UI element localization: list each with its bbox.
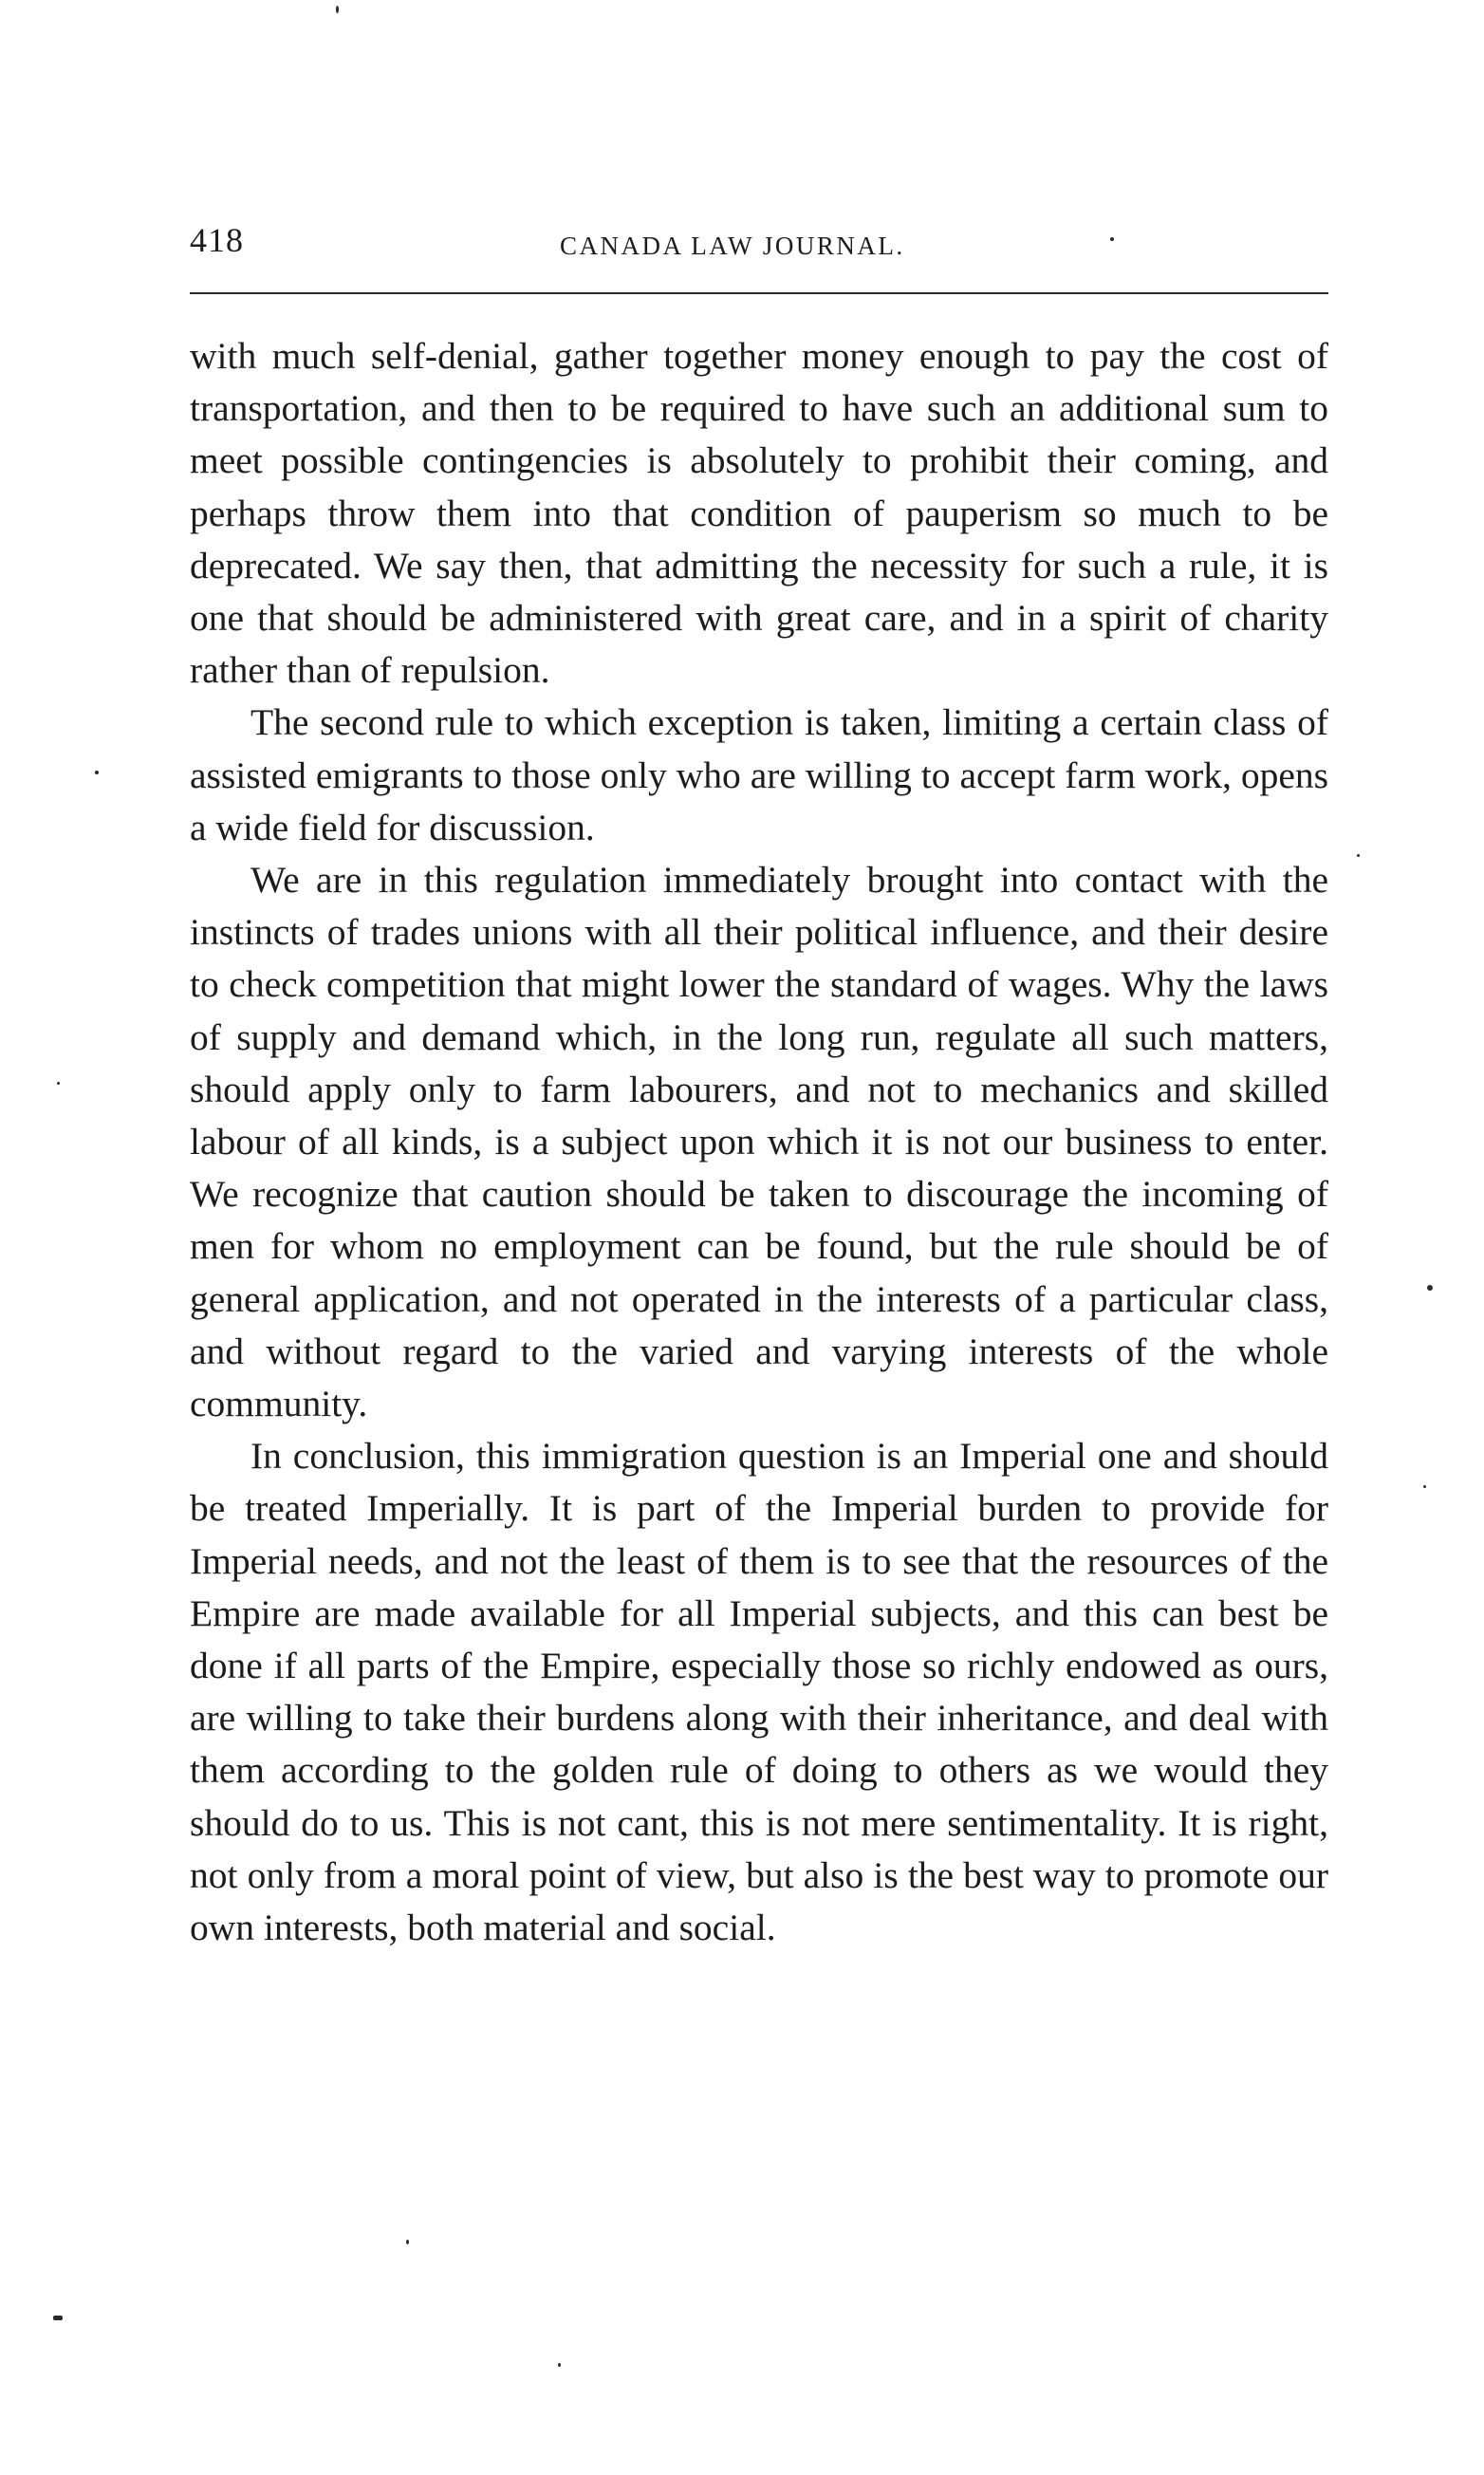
paragraph-conclusion: In conclusion, this immigration question is an Imperial one and should be treated Imperially. It is part of the Imperial burden to provide for Imperial needs, and not the least of them is to see that the resources of the Empire are made available for all Imperial subjects, and this can best be done if all parts of the Empire, especially those so richly endowed as ours, are willing to take their burdens along with their inheritance, and deal with them according to the golden rule of doing to others as we would they should do to us. This is not cant, this is not mere sentimentality. It is right, not only from a moral point of view, but also is the best way to promote our own interests, both material and social. — [190, 1435, 1328, 1949]
paragraph-continued: with much self-denial, gather together money enough to pay the cost of transportation, and then to be required to have such an additional sum to meet possible contingencies is absolutely to prohibit their coming, and perhaps throw them into that condition of pauperism so much to be deprecated. We say then, that admitting the necessity for such a rule, it is one that should be administered with great care, and in a spirit of charity rather than of repulsion. — [190, 335, 1328, 692]
article-body — [190, 330, 1328, 1954]
journal-title: CANADA LAW JOURNAL. — [560, 232, 905, 260]
scan-speck — [1110, 237, 1114, 241]
scan-speck — [95, 771, 99, 774]
running-head — [190, 220, 1328, 277]
scan-speck — [1423, 1485, 1426, 1488]
page-number: 418 — [190, 221, 244, 259]
scan-speck — [53, 2316, 63, 2320]
paragraph-trades-unions: We are in this regulation immediately brought into contact with the instincts of trades unions with all their political influence, and their desire to check competition that might lower the standard of wages. Why the laws of supply and demand which, in the long run, regulate all such matters, should apply only to farm labourers, and not to mechanics and skilled labour of all kinds, is a subject upon which it is not our business to enter. We recognize that caution should be taken to discourage the incoming of men for whom no employment can be found, but the rule should be of general application, and not operated in the interests of a particular class, and without regard to the varied and varying interests of the whole community. — [190, 859, 1328, 1425]
header-rule — [190, 292, 1328, 294]
scan-speck — [406, 2240, 409, 2244]
scan-speck — [336, 6, 339, 13]
scan-speck — [1357, 854, 1360, 857]
scan-speck — [1427, 1285, 1433, 1291]
scan-speck — [558, 2363, 561, 2367]
paragraph-second-rule: The second rule to which exception is taken, limiting a certain class of assisted emigrants to those only who are willing to accept farm work, opens a wide field for discussion. — [190, 701, 1328, 848]
scan-speck — [57, 1082, 60, 1085]
